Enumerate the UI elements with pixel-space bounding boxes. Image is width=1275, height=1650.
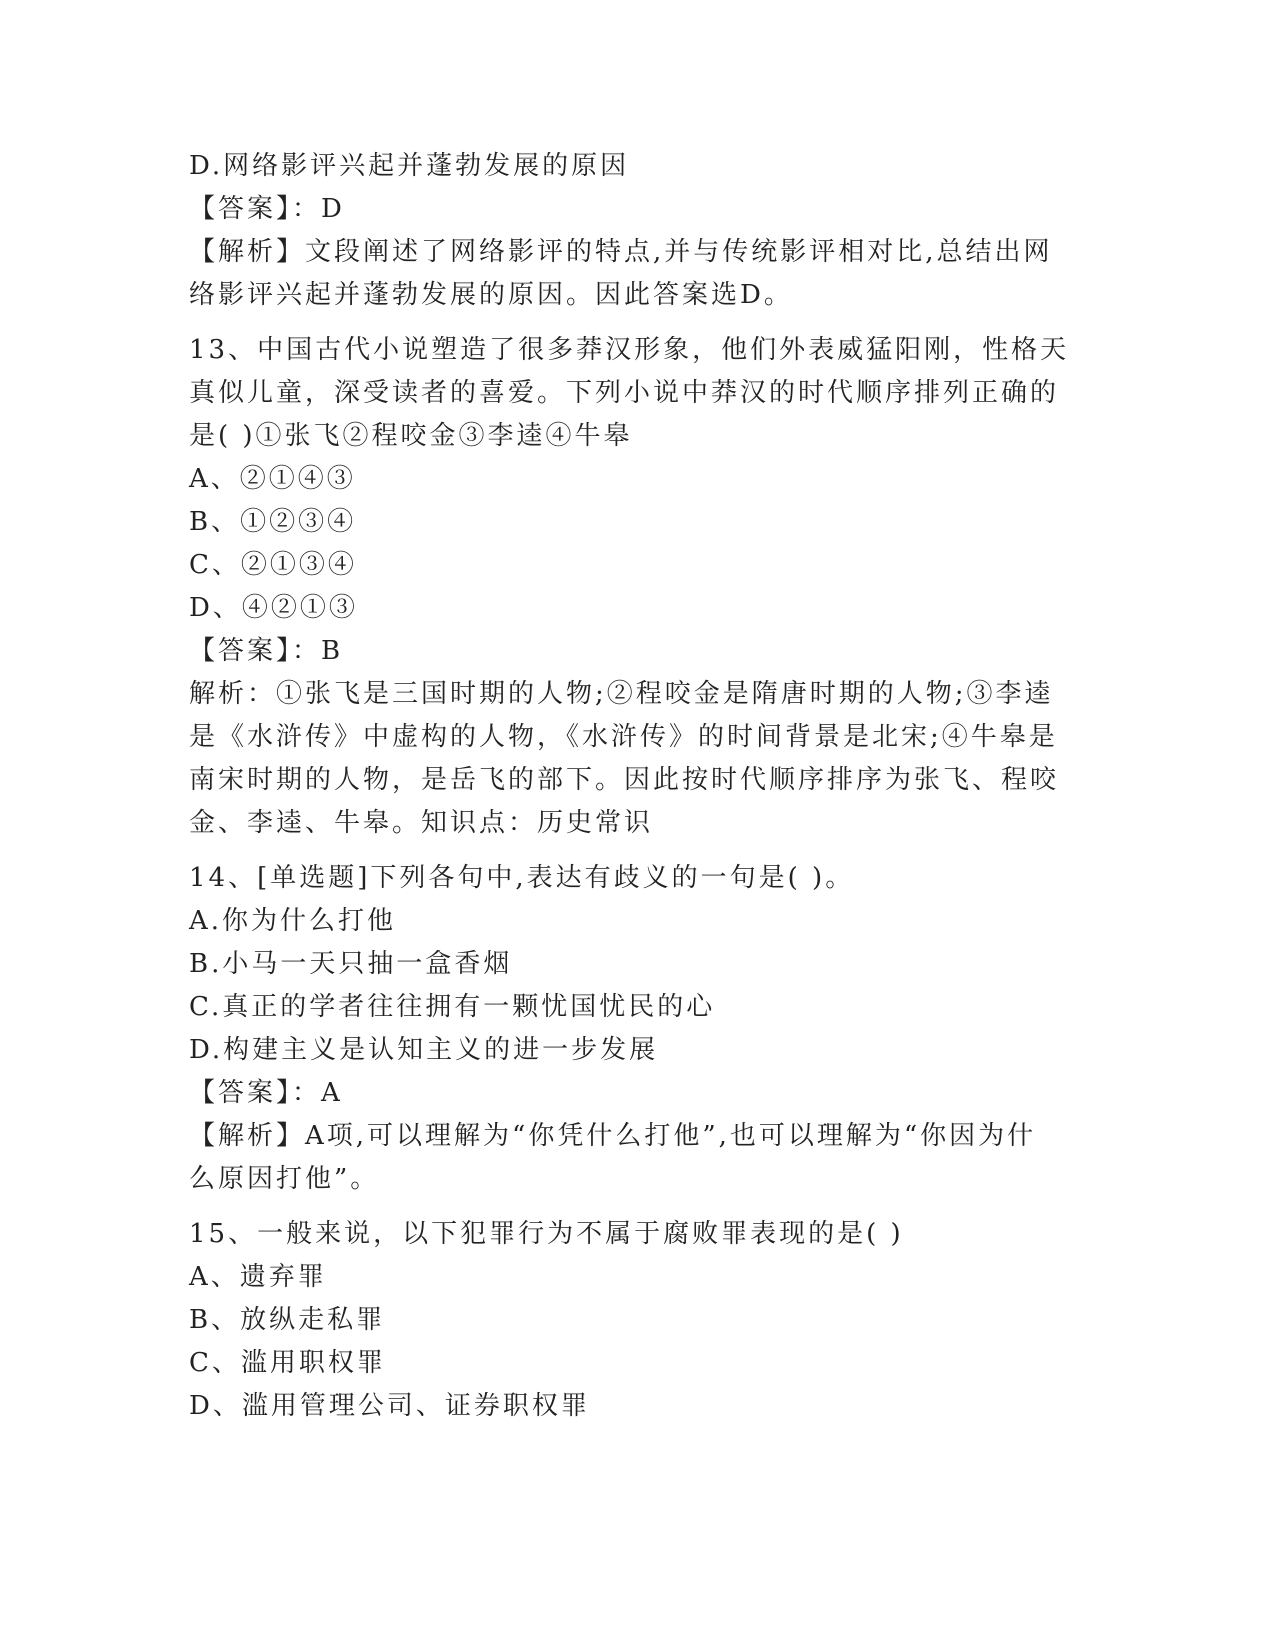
answer-line: 【答案】：B — [189, 636, 344, 666]
question-14 — [189, 857, 1089, 1201]
question-stem: 真似儿童，深受读者的喜爱。下列小说中莽汉的时代顺序排列正确的 — [189, 378, 1060, 408]
question-stem: 是( )①张飞②程咬金③李逵④牛皋 — [189, 421, 633, 451]
option-c: C、②①③④ — [189, 550, 357, 580]
analysis-line: 【解析】A项,可以理解为“你凭什么打他”,也可以理解为“你因为什 — [189, 1121, 1037, 1151]
question-stem: 13、中国古代小说塑造了很多莽汉形象，他们外表威猛阳刚，性格天 — [189, 335, 1070, 365]
option-d: D.网络影评兴起并蓬勃发展的原因 — [189, 151, 630, 181]
analysis-line: 金、李逵、牛皋。知识点：历史常识 — [189, 808, 654, 838]
question-12-tail — [189, 145, 1089, 317]
option-d: D.构建主义是认知主义的进一步发展 — [189, 1035, 659, 1065]
option-a: A.你为什么打他 — [189, 906, 397, 936]
option-d: D、④②①③ — [189, 593, 358, 623]
option-b: B.小马一天只抽一盒香烟 — [189, 949, 513, 979]
analysis-line: 么原因打他”。 — [189, 1164, 380, 1194]
analysis-line: 【解析】文段阐述了网络影评的特点,并与传统影评相对比,总结出网 — [189, 237, 1053, 267]
question-stem: 15、一般来说，以下犯罪行为不属于腐败罪表现的是( ) — [189, 1219, 904, 1249]
option-b: B、放纵走私罪 — [189, 1305, 386, 1335]
option-c: C、滥用职权罪 — [189, 1348, 386, 1378]
option-a: A、②①④③ — [189, 464, 356, 494]
answer-line: 【答案】：A — [189, 1078, 343, 1108]
question-13 — [189, 329, 1089, 845]
analysis-line: 南宋时期的人物，是岳飞的部下。因此按时代顺序排序为张飞、程咬 — [189, 765, 1060, 795]
analysis-line: 解析：①张飞是三国时期的人物;②程咬金是隋唐时期的人物;③李逵 — [189, 679, 1054, 709]
option-c: C.真正的学者往往拥有一颗忧国忧民的心 — [189, 992, 716, 1022]
question-stem: 14、[单选题]下列各句中,表达有歧义的一句是( )。 — [189, 863, 855, 893]
option-d: D、滥用管理公司、证券职权罪 — [189, 1391, 590, 1421]
answer-line: 【答案】：D — [189, 194, 345, 224]
analysis-line: 是《水浒传》中虚构的人物，《水浒传》的时间背景是北宋;④牛皋是 — [189, 722, 1058, 752]
analysis-line: 络影评兴起并蓬勃发展的原因。因此答案选D。 — [189, 280, 793, 310]
option-a: A、遗弃罪 — [189, 1262, 327, 1292]
question-15 — [189, 1213, 1089, 1428]
option-b: B、①②③④ — [189, 507, 357, 537]
document-page — [189, 145, 1089, 1428]
